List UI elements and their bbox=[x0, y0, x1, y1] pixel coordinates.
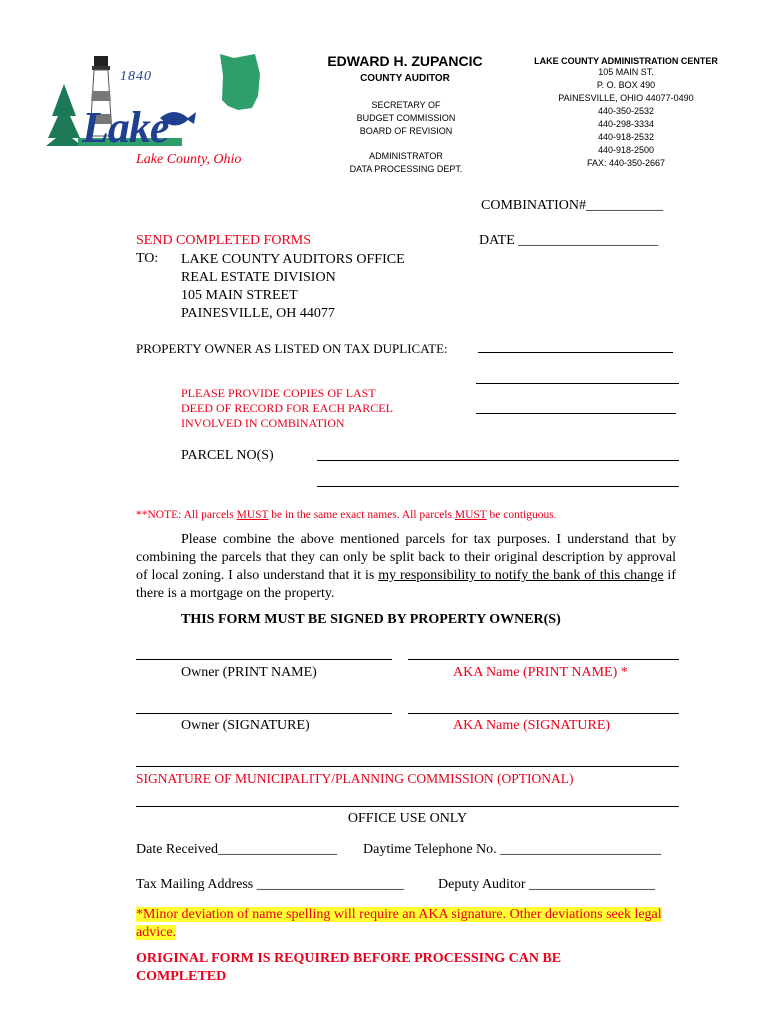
office-use-heading: OFFICE USE ONLY bbox=[347, 811, 468, 826]
combination-field[interactable]: COMBINATION#___________ bbox=[481, 198, 663, 213]
logo-caption: Lake County, Ohio bbox=[136, 152, 242, 167]
auditor-roles-2: ADMINISTRATOR DATA PROCESSING DEPT. bbox=[349, 151, 463, 174]
deputy-auditor-field[interactable]: Deputy Auditor __________________ bbox=[438, 877, 655, 892]
combination-statement: Please combine the above mentioned parcels for tax purposes. I understand that by combining the parcels that they can only be split back to their original description by approval of local zoning. I also understand that it is my responsibility to notify the bank of this change if there is a mortgage on the property. bbox=[136, 532, 676, 601]
office-use-divider bbox=[136, 806, 679, 807]
tax-mailing-address-field[interactable]: Tax Mailing Address _____________________ bbox=[136, 877, 404, 892]
owner-signature-label: Owner (SIGNATURE) bbox=[181, 718, 310, 733]
municipality-signature-label: SIGNATURE OF MUNICIPALITY/PLANNING COMMISSION (OPTIONAL) bbox=[136, 771, 574, 786]
logo-year: 1840 bbox=[120, 69, 152, 84]
admin-center-name: LAKE COUNTY ADMINISTRATION CENTER bbox=[534, 56, 718, 66]
daytime-phone-field[interactable]: Daytime Telephone No. _______________________ bbox=[363, 842, 662, 857]
aka-signature-line[interactable] bbox=[408, 713, 679, 714]
send-heading: SEND COMPLETED FORMS bbox=[136, 233, 312, 248]
admin-address: 105 MAIN ST. P. O. BOX 490 PAINESVILLE, OHIO 44077-0490 bbox=[558, 67, 694, 103]
aka-print-label: AKA Name (PRINT NAME) * bbox=[453, 665, 628, 680]
aka-print-line[interactable] bbox=[408, 659, 679, 660]
parcel-label: PARCEL NO(S) bbox=[181, 448, 274, 463]
auditor-roles: SECRETARY OF BUDGET COMMISSION BOARD OF REVISION bbox=[356, 100, 456, 136]
parcel-line-2[interactable] bbox=[317, 486, 679, 487]
municipality-signature-line[interactable] bbox=[136, 766, 679, 767]
fax-number: FAX: 440-350-2667 bbox=[586, 158, 666, 168]
mailing-address: LAKE COUNTY AUDITORS OFFICE REAL ESTATE DIVISION 105 MAIN STREET PAINESVILLE, OH 44077 bbox=[181, 252, 405, 321]
to-label: TO: bbox=[136, 251, 159, 266]
date-field[interactable]: DATE ____________________ bbox=[479, 233, 659, 248]
auditor-title: COUNTY AUDITOR bbox=[360, 73, 450, 84]
county-logo bbox=[42, 46, 277, 176]
owner-line-1[interactable] bbox=[478, 352, 673, 353]
owner-signature-line[interactable] bbox=[136, 713, 392, 714]
owner-print-line[interactable] bbox=[136, 659, 392, 660]
date-received-field[interactable]: Date Received_________________ bbox=[136, 842, 338, 857]
contiguous-note: **NOTE: All parcels MUST be in the same exact names. All parcels MUST be contiguous. bbox=[136, 509, 557, 521]
logo-word: Lake bbox=[82, 103, 169, 152]
owner-print-label: Owner (PRINT NAME) bbox=[181, 665, 317, 680]
property-owner-label: PROPERTY OWNER AS LISTED ON TAX DUPLICATE: bbox=[136, 341, 448, 356]
parcel-line-1[interactable] bbox=[317, 460, 679, 461]
deed-copies-note: PLEASE PROVIDE COPIES OF LAST DEED OF RECORD FOR EACH PARCEL INVOLVED IN COMBINATION bbox=[181, 386, 393, 430]
signature-required-heading: THIS FORM MUST BE SIGNED BY PROPERTY OWNER(S) bbox=[181, 612, 561, 627]
admin-phones: 440-350-2532 440-298-3334 440-918-2532 440-918-2500 FAX: 440-350-2667 bbox=[560, 105, 692, 170]
auditor-name: EDWARD H. ZUPANCIC bbox=[327, 53, 483, 69]
original-form-notice: ORIGINAL FORM IS REQUIRED BEFORE PROCESSING CAN BE COMPLETED bbox=[136, 951, 562, 984]
owner-line-3[interactable] bbox=[476, 413, 676, 414]
aka-deviation-note: *Minor deviation of name spelling will require an AKA signature. Other deviations seek legal advice. bbox=[136, 907, 662, 940]
aka-signature-label: AKA Name (SIGNATURE) bbox=[453, 718, 611, 733]
owner-line-2[interactable] bbox=[476, 383, 679, 384]
